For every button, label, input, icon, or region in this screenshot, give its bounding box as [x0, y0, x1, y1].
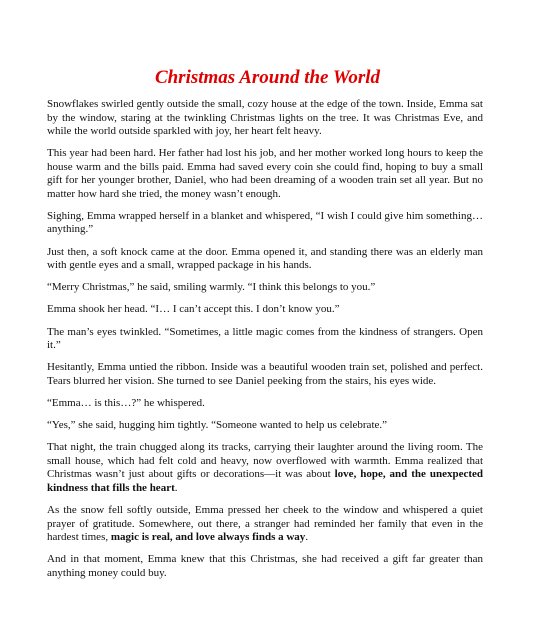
text-run: “Merry Christmas,” he said, smiling warmly. “I think this belongs to you.”	[47, 281, 376, 294]
text-run: As the snow fell softly outside, Emma pressed her cheek to the window and whispered a quiet prayer of gratitude. Somewhere, out there, a stranger had reminded her family that even in the hardest times,	[47, 504, 483, 544]
text-run: That night, the train chugged along its tracks, carrying their laughter around the living room. The small house, which had felt cold and heavy, now overflowed with warmth. Emma realized that Christmas wasn’t just about gifts or decorations—it was about	[47, 441, 483, 481]
text-run: Snowflakes swirled gently outside the small, cozy house at the edge of the town. Inside, Emma sat by the window, staring at the twinkling Christmas lights on the tree. It was Christmas Eve, and while the world outside sparkled with joy, her heart felt heavy.	[47, 98, 483, 137]
text-run: This year had been hard. Her father had lost his job, and her mother worked long hours to keep the house warm and the bills paid. Emma had saved every coin she could find, hoping to buy a small gift for her younger brother, Daniel, who had been dreaming of a wooden train set all year. But no matter how hard she tried, the money wasn’t enough.	[47, 147, 483, 200]
story-paragraph	[47, 326, 483, 353]
text-run: .	[174, 481, 178, 494]
bold-text-run: magic is real, and love always finds a way	[110, 531, 306, 544]
story-paragraph	[47, 553, 483, 580]
text-run: Emma shook her head. “I… I can’t accept this. I don’t know you.”	[47, 303, 340, 316]
text-run: Just then, a soft knock came at the door. Emma opened it, and standing there was an elderly man with gentle eyes and a small, wrapped package in his hands.	[47, 245, 483, 272]
story-paragraph	[47, 281, 483, 295]
story-paragraph	[47, 361, 483, 388]
story-paragraph	[47, 397, 483, 411]
story-paragraph	[47, 303, 483, 317]
text-run: The man’s eyes twinkled. “Sometimes, a little magic comes from the kindness of strangers. Open it.”	[47, 325, 483, 352]
story-paragraph	[47, 419, 483, 433]
text-run: And in that moment, Emma knew that this Christmas, she had received a gift far greater than anything money could buy.	[47, 553, 483, 579]
text-run: “Emma… is this…?” he whispered.	[47, 397, 205, 409]
story-body	[47, 98, 483, 589]
text-run: Sighing, Emma wrapped herself in a blanket and whispered, “I wish I could give him something… anything.”	[47, 209, 483, 236]
text-run: .	[305, 531, 309, 544]
story-paragraph	[47, 98, 483, 139]
document-title: Christmas Around the World	[154, 67, 381, 88]
text-run: Hesitantly, Emma untied the ribbon. Inside was a beautiful wooden train set, polished and perfect. Tears blurred her vision. She turned to see Daniel peeking from the stairs, his eyes wide.	[47, 361, 483, 387]
story-paragraph	[47, 441, 483, 495]
story-paragraph	[47, 504, 483, 545]
text-run: “Yes,” she said, hugging him tightly. “Someone wanted to help us celebrate.”	[47, 419, 388, 432]
story-paragraph	[47, 147, 483, 201]
bold-text-run: love, hope, and the unexpected kindness that fills the heart	[47, 468, 484, 494]
story-paragraph	[47, 246, 483, 273]
story-paragraph	[47, 210, 483, 237]
